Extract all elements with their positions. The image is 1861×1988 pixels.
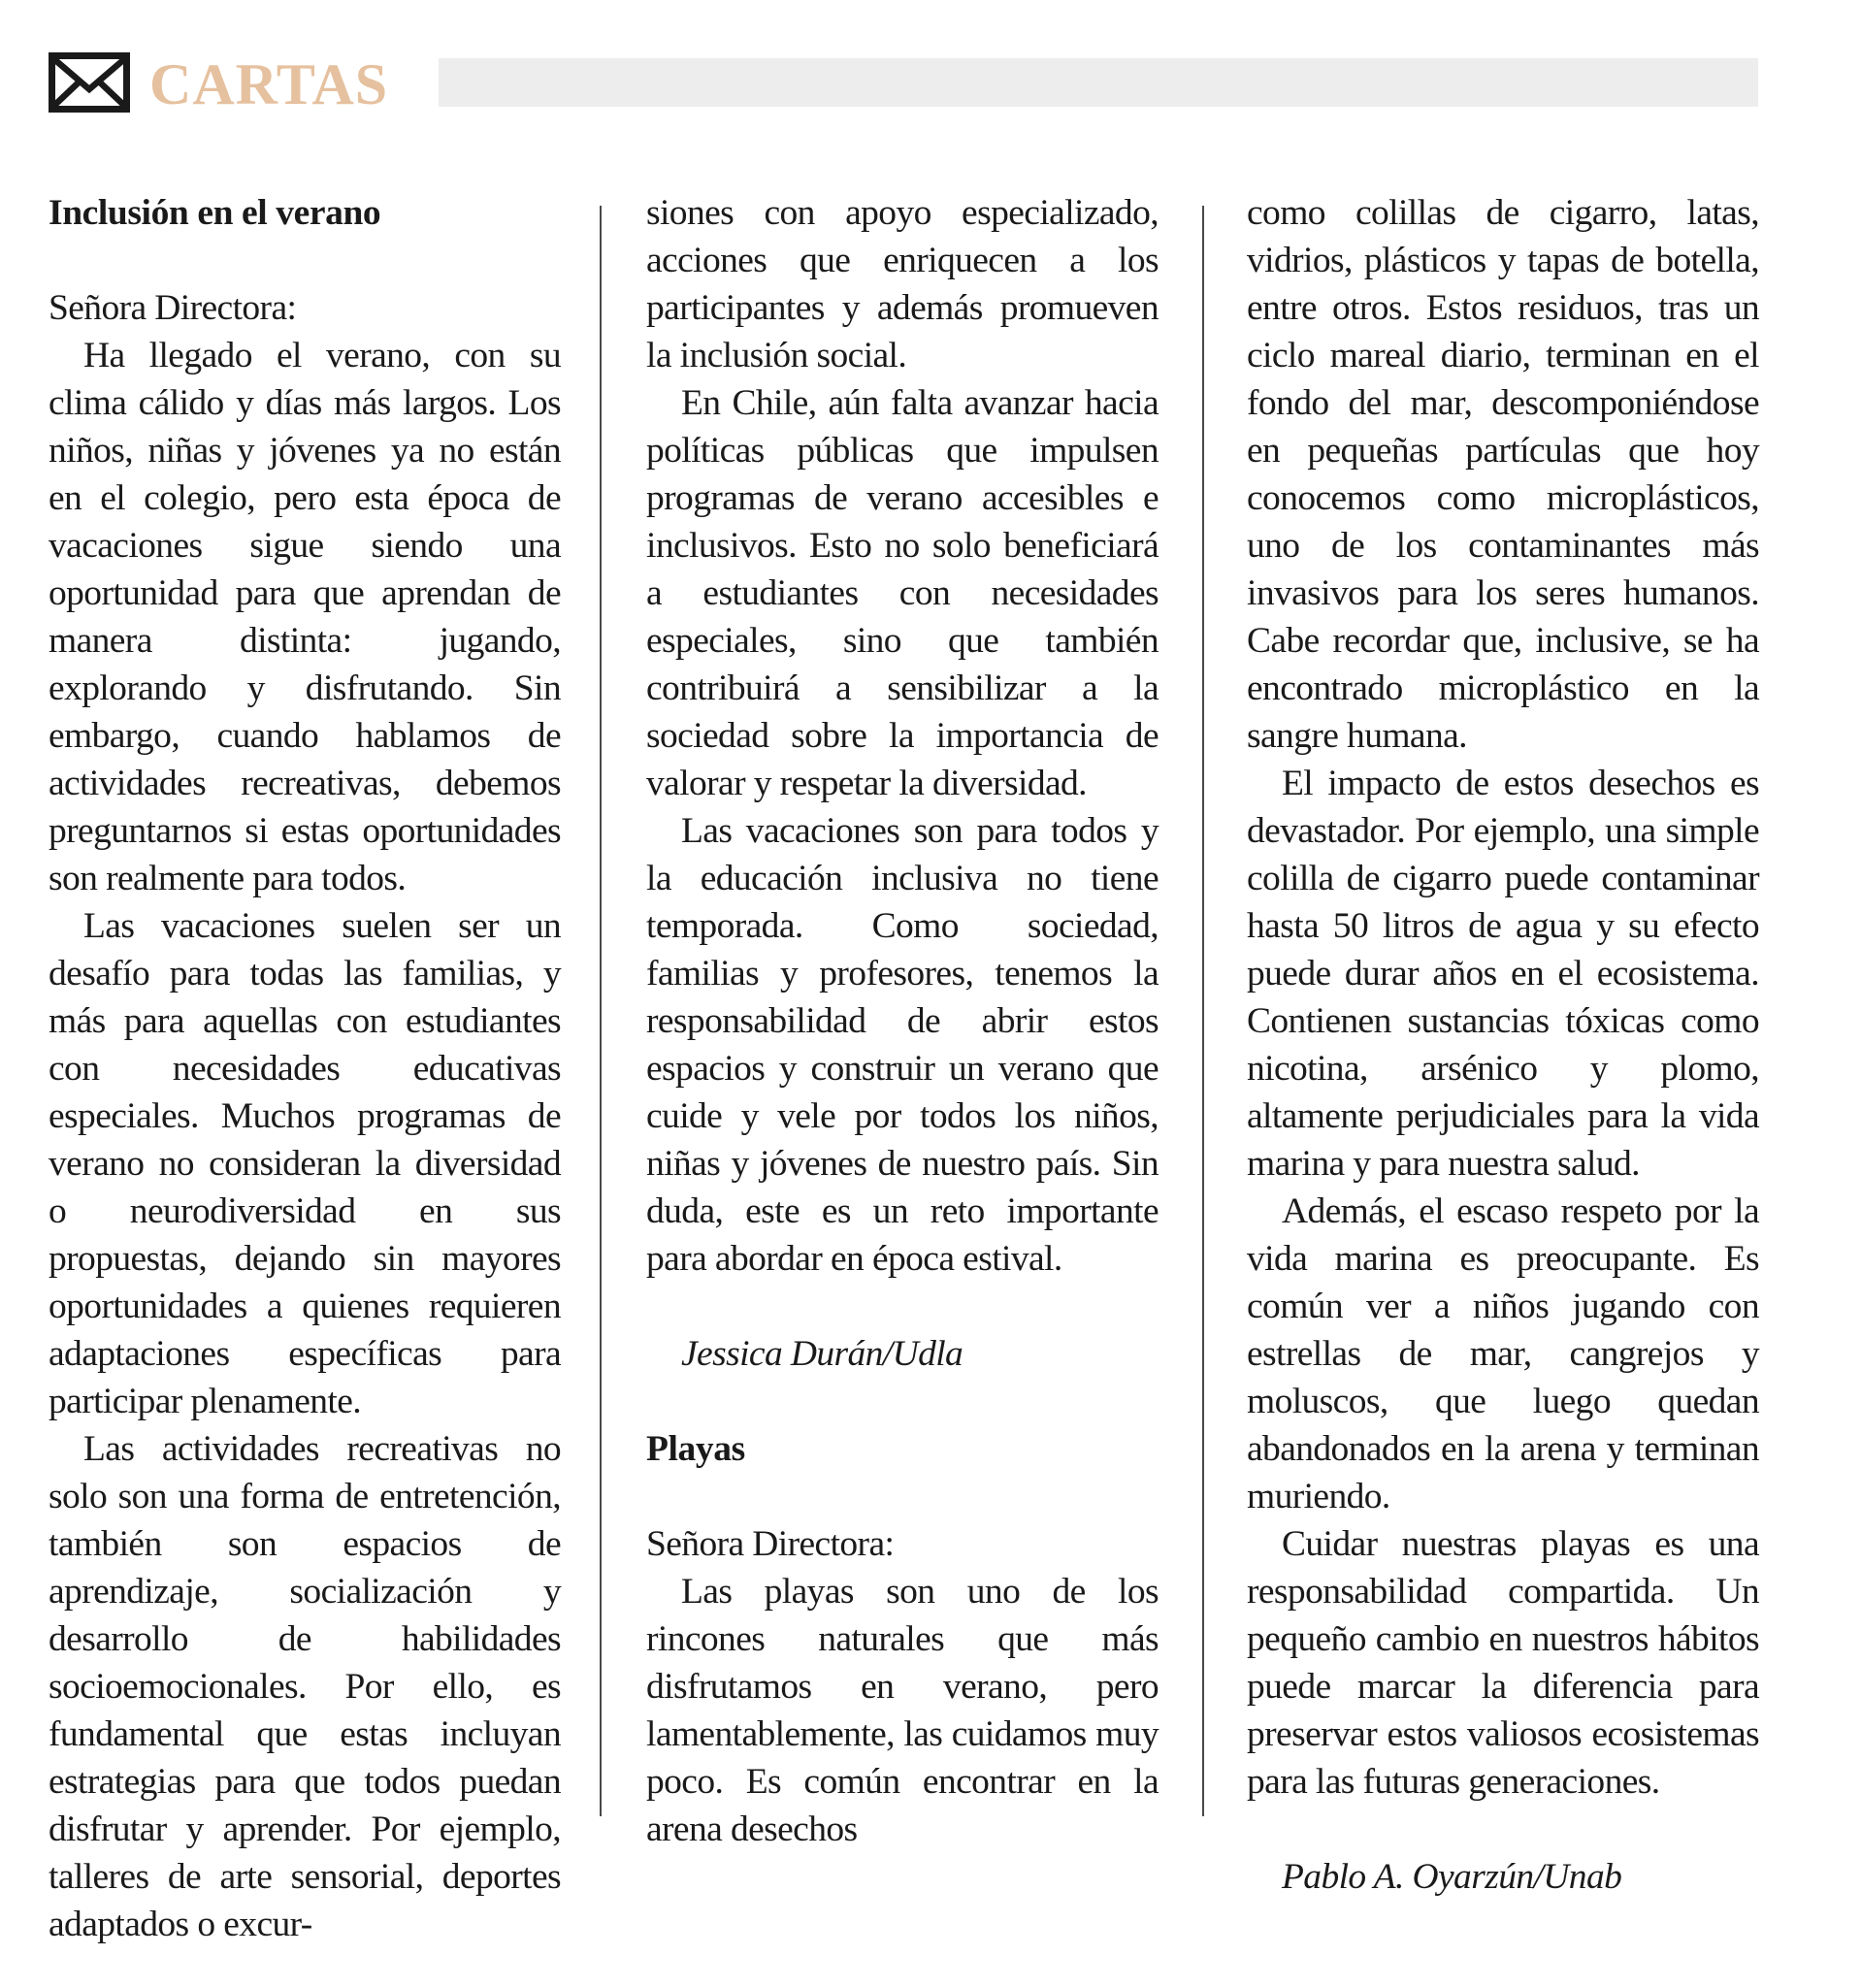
column-divider	[600, 206, 602, 1816]
letter-paragraph: Cuidar nuestras playas es una responsabilidad compartida. Un pequeño cambio en nuestros hábitos puede marcar la diferencia para preservar estos valiosos ecosistemas para las futuras generaciones.	[1247, 1524, 1759, 1802]
section-header	[49, 52, 1758, 116]
letter-signature: Jessica Durán/Udla	[681, 1334, 963, 1374]
letter-paragraph: Las vacaciones suelen ser un desafío para todas las familias, y más para aquellas con estudiantes con necesidades educativas especiales. Muchos programas de verano no consideran la diversidad o neurodiversidad en sus propuestas, dejando sin mayores oportunidades a quienes requieren adaptaciones específicas para participar plenamente.	[49, 906, 561, 1421]
letter-paragraph: Ha llegado el verano, con su clima cálido y días más largos. Los niños, niñas y jóvenes ya no están en el colegio, pero esta época de vacaciones sigue siendo una oportunidad para que aprendan de manera distinta: jugando, explorando y disfrutando. Sin embargo, cuando hablamos de actividades recreativas, debemos preguntarnos si estas oportunidades son realmente para todos.	[49, 336, 561, 898]
letter-paragraph: Además, el escaso respeto por la vida marina es preocupante. Es común ver a niños jugando con estrellas de mar, cangrejos y moluscos, que luego quedan abandonados en la arena y terminan muriendo.	[1247, 1191, 1759, 1516]
section-title: CARTAS	[149, 52, 389, 116]
letter-paragraph: Las vacaciones son para todos y la educación inclusiva no tiene temporada. Como sociedad, familias y profesores, tenemos la responsabilidad de abrir estos espacios y construir un verano que cuide y vele por todos los niños, niñas y jóvenes de nuestro país. Sin duda, este es un reto importante para abordar en época estival.	[646, 811, 1159, 1279]
letter-salutation: Señora Directora:	[49, 288, 297, 328]
letter-paragraph: Las playas son uno de los rincones naturales que más disfrutamos en verano, pero lamentablemente, las cuidamos muy poco. Es común encontrar en la arena desechos	[646, 1572, 1159, 1849]
letter-headline: Inclusión en el verano	[49, 193, 381, 233]
header-bar	[439, 58, 1758, 107]
column-3	[1247, 189, 1759, 1901]
letter-paragraph: En Chile, aún falta avanzar hacia políticas públicas que impulsen programas de verano accesibles e inclusivos. Esto no solo beneficiará a estudiantes con necesidades especiales, sino que también contribuirá a sensibilizar a la sociedad sobre la importancia de valorar y respetar la diversidad.	[646, 383, 1159, 803]
letter-headline: Playas	[646, 1429, 745, 1469]
column-2	[646, 189, 1159, 1853]
letter-paragraph-continued: como colillas de cigarro, latas, vidrios, plásticos y tapas de botella, entre otros. Estos residuos, tras un ciclo mareal diario, terminan en el fondo del mar, descomponiéndose en pequeñas partículas que hoy conocemos como microplásticos, uno de los contaminantes más invasivos para los seres humanos. Cabe recordar que, inclusive, se ha encontrado microplástico en la sangre humana.	[1247, 193, 1759, 756]
letter-signature: Pablo A. Oyarzún/Unab	[1282, 1857, 1622, 1897]
letter-paragraph-continued: siones con apoyo especializado, acciones que enriquecen a los participantes y además promueven la inclusión social.	[646, 193, 1159, 375]
envelope-icon	[49, 52, 130, 113]
letter-paragraph: El impacto de estos desechos es devastador. Por ejemplo, una simple colilla de cigarro puede contaminar hasta 50 litros de agua y su efecto puede durar años en el ecosistema. Contienen sustancias tóxicas como nicotina, arsénico y plomo, altamente perjudiciales para la vida marina y para nuestra salud.	[1247, 764, 1759, 1184]
column-1	[49, 189, 561, 1948]
letter-salutation: Señora Directora:	[646, 1524, 895, 1564]
column-divider	[1202, 206, 1204, 1816]
letter-paragraph: Las actividades recreativas no solo son una forma de entretención, también son espacios de aprendizaje, socialización y desarrollo de habilidades socioemocionales. Por ello, es fundamental que estas incluyan estrategias para que todos puedan disfrutar y aprender. Por ejemplo, talleres de arte sensorial, deportes adaptados o excur-	[49, 1429, 561, 1944]
